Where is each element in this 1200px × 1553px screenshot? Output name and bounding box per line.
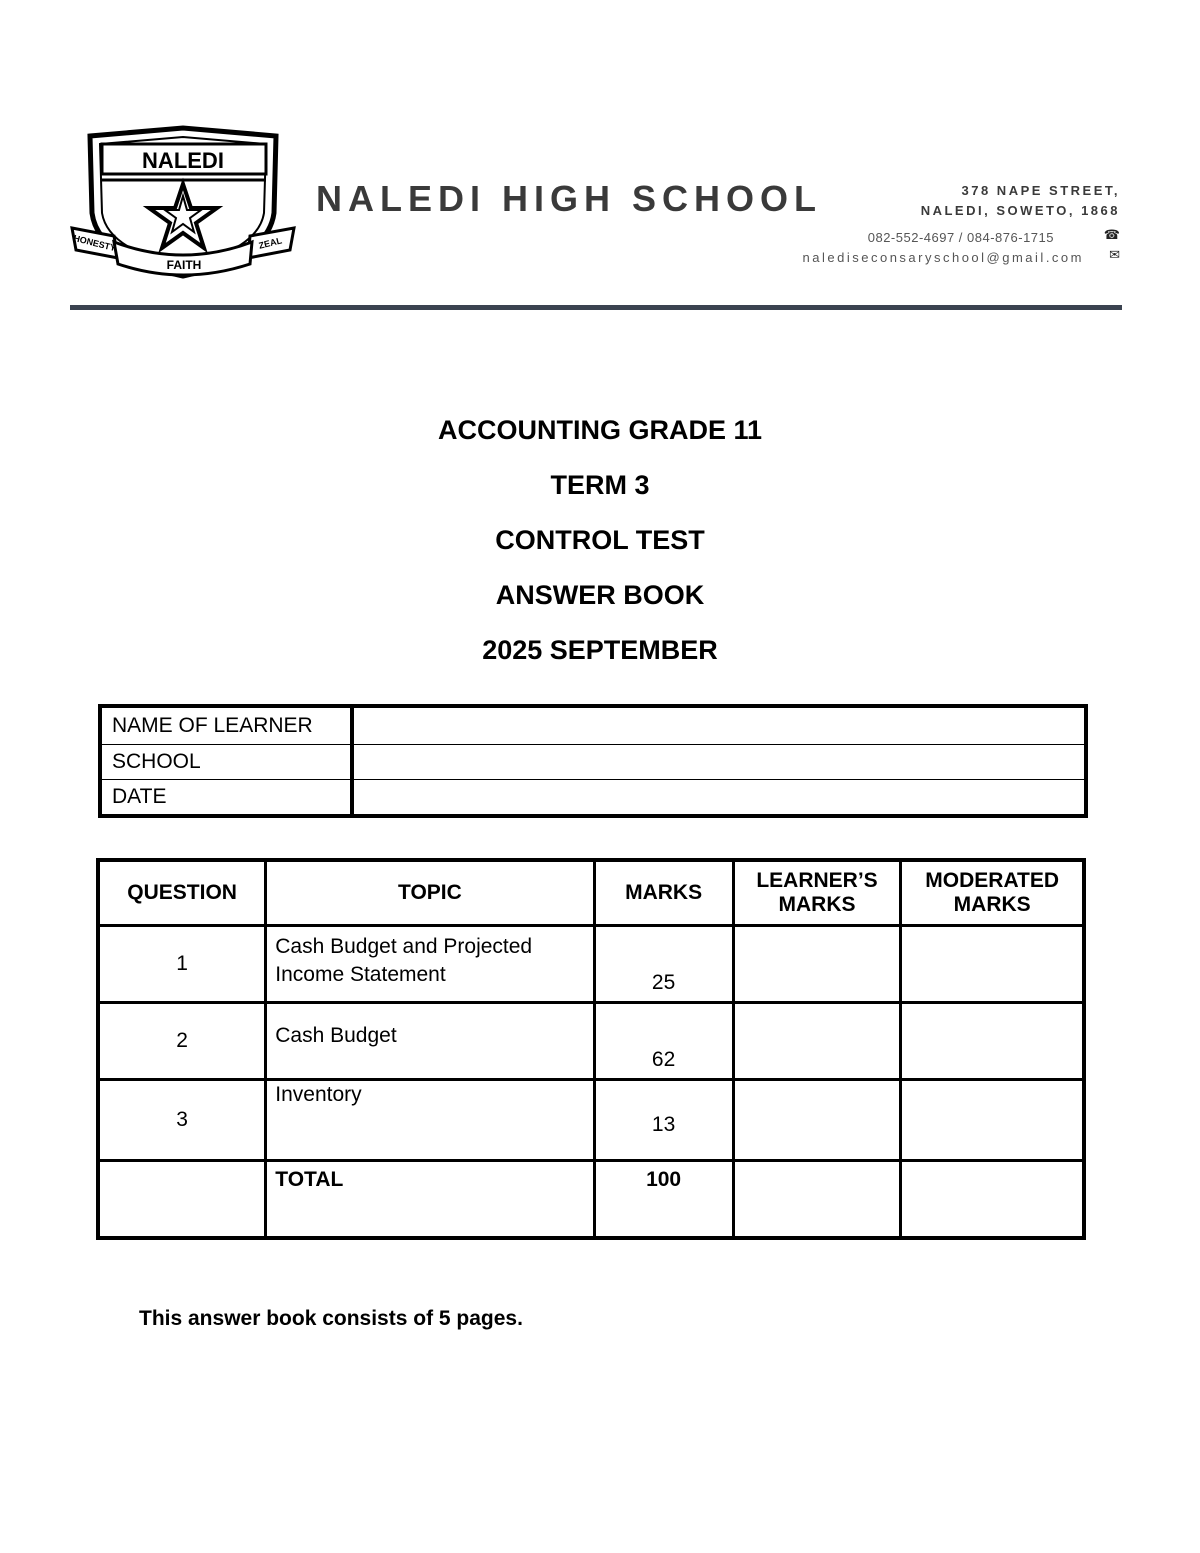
total-learners-marks-field[interactable] xyxy=(733,1161,901,1239)
learner-name-field[interactable] xyxy=(352,706,1086,745)
moderated-marks-field[interactable] xyxy=(901,926,1084,1003)
learners-marks-field[interactable] xyxy=(733,1080,901,1161)
address-line-2: NALEDI, SOWETO, 1868 xyxy=(920,203,1120,218)
marks-cell: 25 xyxy=(594,926,733,1003)
total-row xyxy=(98,1161,1084,1239)
phone-numbers: 082-552-4697 / 084-876-1715 xyxy=(867,230,1054,245)
book-title: ANSWER BOOK xyxy=(495,580,705,610)
marks-table xyxy=(96,858,1086,1240)
moderated-marks-field[interactable] xyxy=(901,1080,1084,1161)
table-row xyxy=(100,745,1086,780)
question-number: 1 xyxy=(98,926,266,1003)
column-header-topic: TOPIC xyxy=(266,860,594,926)
envelope-icon: ✉ xyxy=(1109,247,1120,262)
total-moderated-marks-field[interactable] xyxy=(901,1161,1084,1239)
email-address: nalediseconsaryschool@gmail.com xyxy=(802,250,1084,265)
info-label: SCHOOL xyxy=(100,745,352,780)
learner-info-table xyxy=(98,704,1088,818)
question-number: 2 xyxy=(98,1003,266,1080)
telephone-icon: ☎ xyxy=(1103,227,1120,242)
term-title: TERM 3 xyxy=(550,470,650,500)
info-label: DATE xyxy=(100,780,352,817)
topic-text: Cash Budget and Projected Income Statement xyxy=(275,935,533,986)
question-number: 3 xyxy=(98,1080,266,1161)
table-row xyxy=(98,926,1084,1003)
topic-cell xyxy=(266,1003,594,1080)
marks-cell: 13 xyxy=(594,1080,733,1161)
logo-banner-center: FAITH xyxy=(166,258,202,272)
school-crest-logo xyxy=(68,118,300,284)
header-row xyxy=(98,860,1084,926)
page-count-note: This answer book consists of 5 pages. xyxy=(139,1307,523,1330)
subject-title: ACCOUNTING GRADE 11 xyxy=(437,415,763,445)
learners-marks-field[interactable] xyxy=(733,1003,901,1080)
total-label: TOTAL xyxy=(266,1161,594,1239)
table-row xyxy=(98,1003,1084,1080)
topic-cell xyxy=(266,926,594,1003)
info-label: NAME OF LEARNER xyxy=(100,706,352,745)
cover-titles xyxy=(0,412,1200,687)
logo-banner-left: HONESTY xyxy=(72,232,118,254)
total-marks: 100 xyxy=(594,1161,733,1239)
date-title: 2025 SEPTEMBER xyxy=(482,635,718,665)
table-row xyxy=(100,706,1086,745)
column-header-moderated-marks: MODERATED MARKS xyxy=(901,860,1084,926)
logo-top-text: NALEDI xyxy=(142,148,224,173)
topic-text: Cash Budget xyxy=(275,1024,397,1047)
moderated-marks-field[interactable] xyxy=(901,1003,1084,1080)
school-field[interactable] xyxy=(352,745,1086,780)
header-divider xyxy=(70,305,1122,310)
topic-text: Inventory xyxy=(275,1083,362,1106)
logo-banner-right: ZEAL xyxy=(257,235,283,251)
school-name: NALEDI HIGH SCHOOL xyxy=(316,178,823,219)
column-header-question: QUESTION xyxy=(98,860,266,926)
total-question-cell xyxy=(98,1161,266,1239)
column-header-marks: MARKS xyxy=(594,860,733,926)
table-row xyxy=(98,1080,1084,1161)
learners-marks-field[interactable] xyxy=(733,926,901,1003)
marks-cell: 62 xyxy=(594,1003,733,1080)
address-line-1: 378 NAPE STREET, xyxy=(961,183,1120,198)
table-row xyxy=(100,780,1086,817)
test-title: CONTROL TEST xyxy=(495,525,705,555)
column-header-learners-marks: LEARNER’S MARKS xyxy=(733,860,901,926)
topic-cell xyxy=(266,1080,594,1161)
date-field[interactable] xyxy=(352,780,1086,817)
